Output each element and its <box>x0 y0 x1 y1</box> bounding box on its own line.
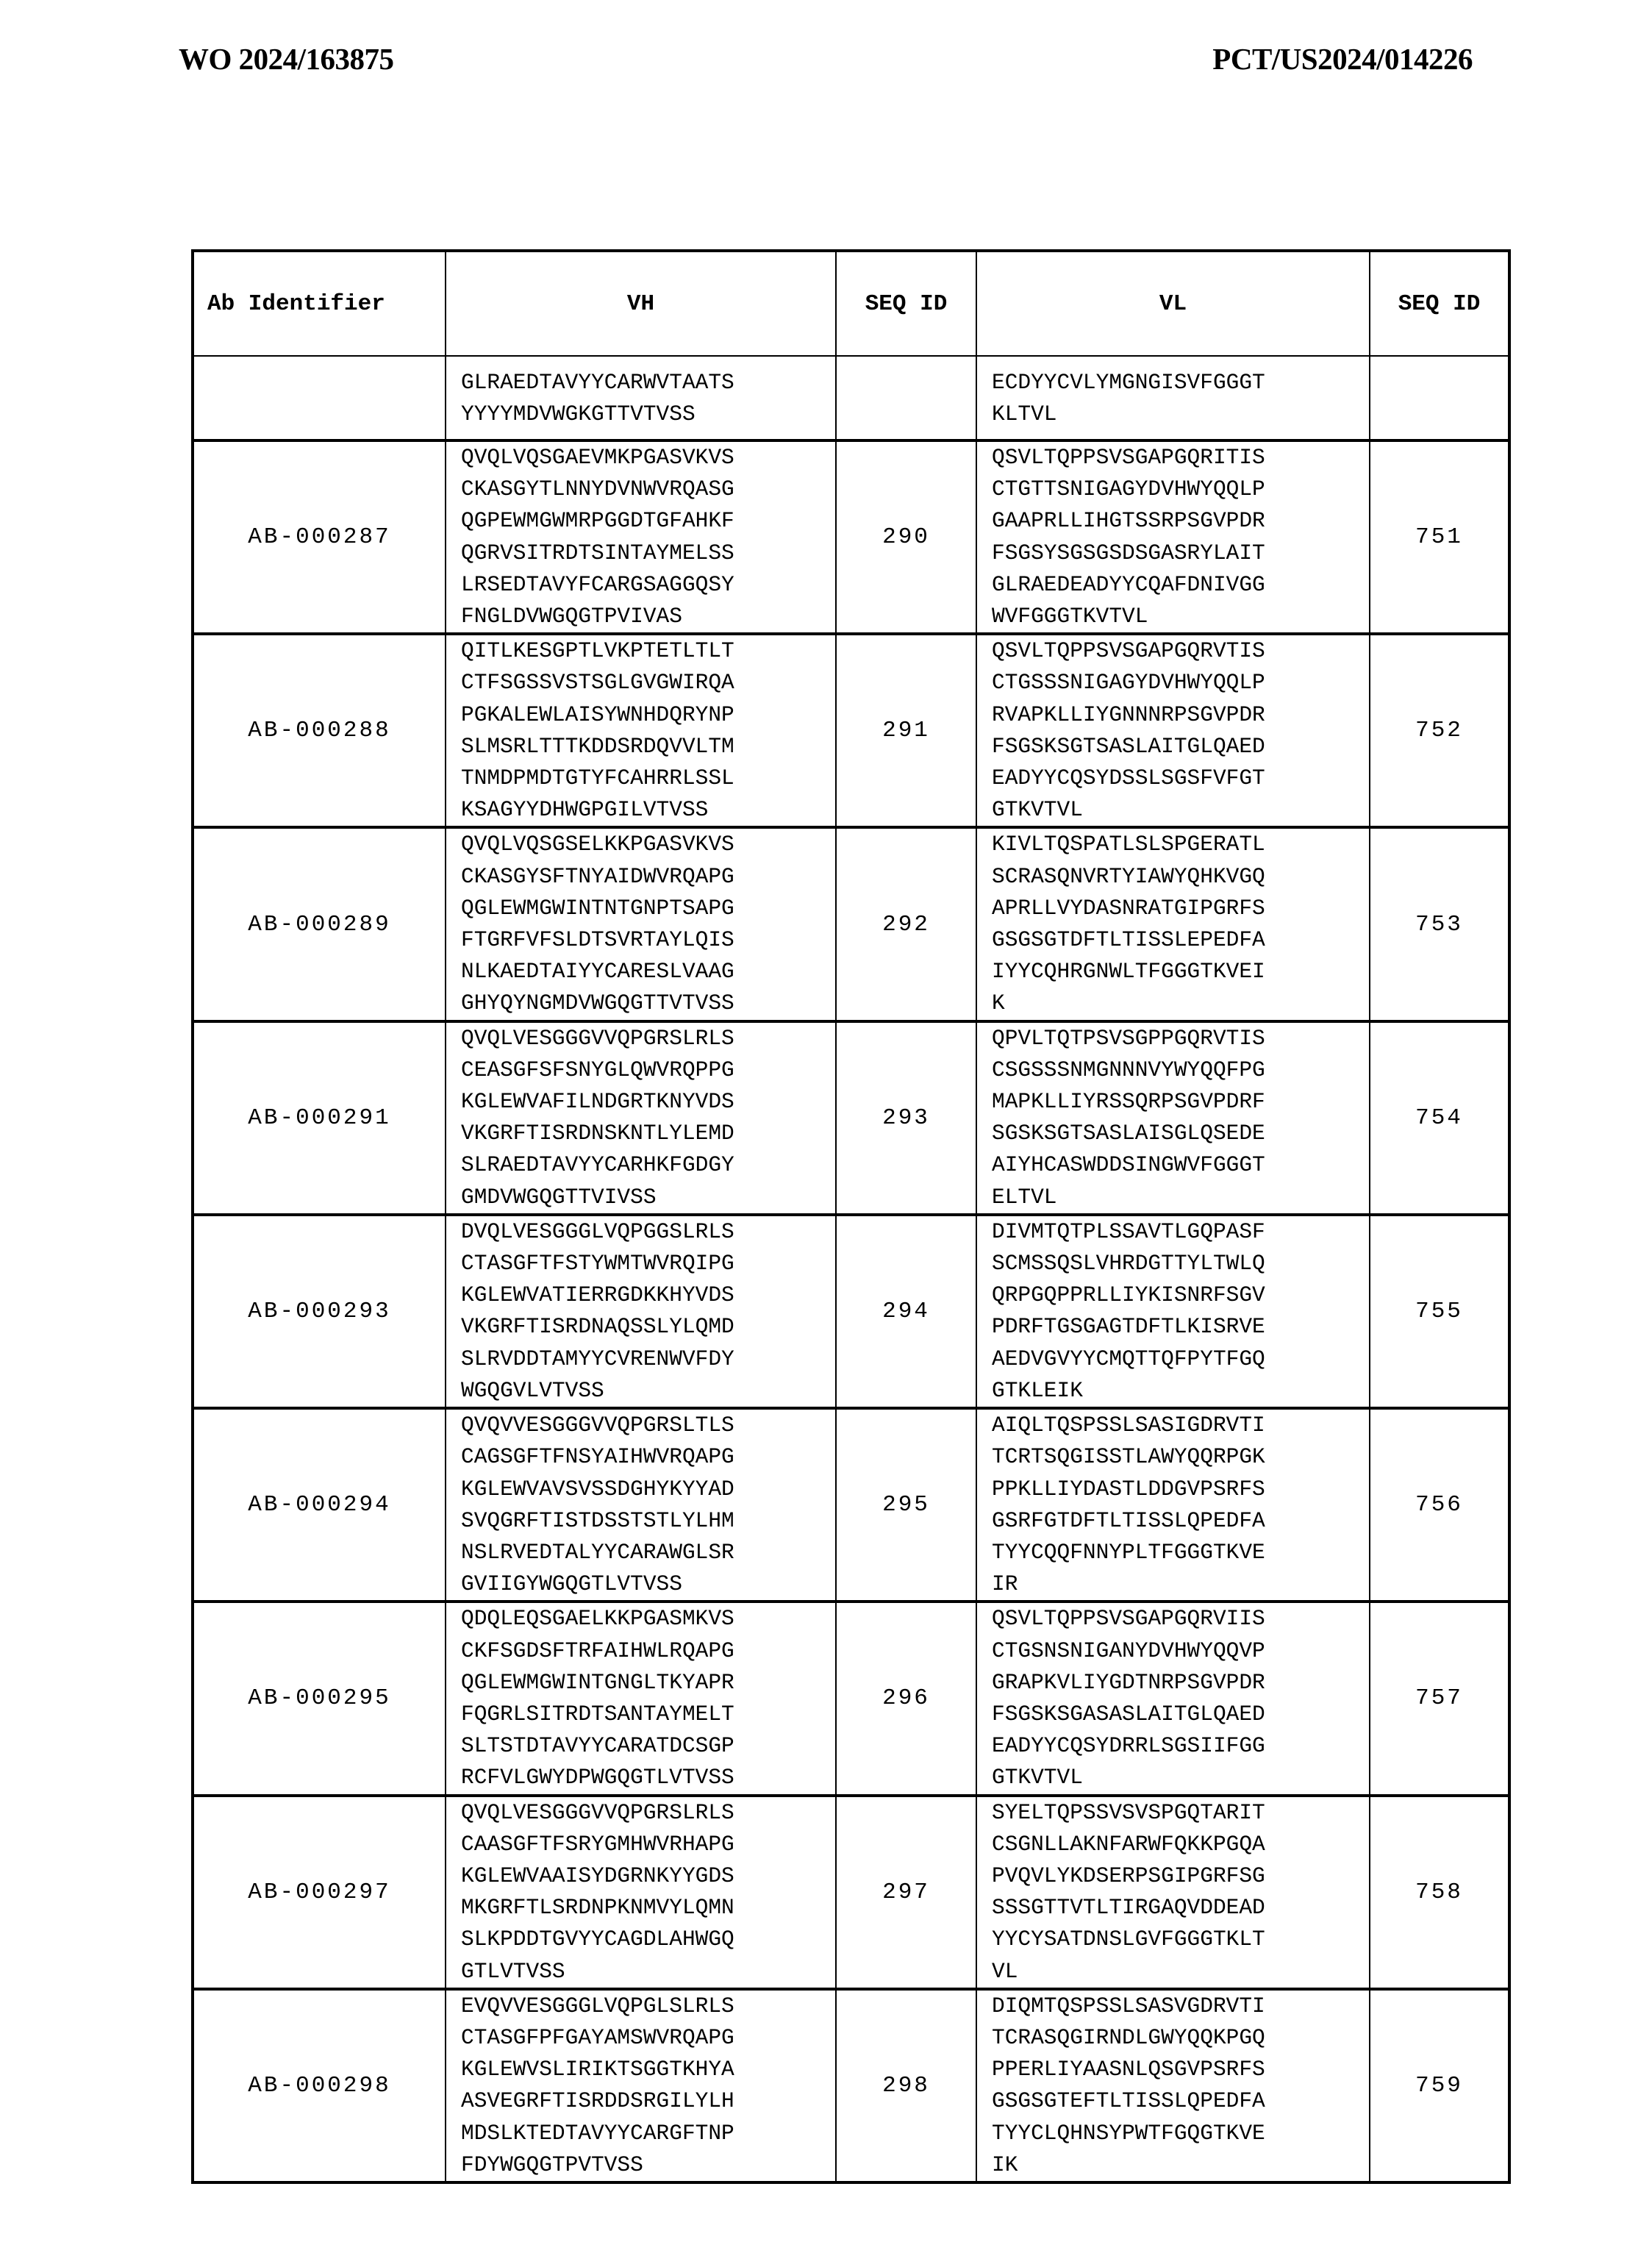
sequence-line: PVQVLYKDSERPSGIPGRFSG <box>992 1863 1265 1888</box>
vh-sequence-cell <box>446 827 836 1021</box>
sequence-line: QPVLTQTPSVSGPPGQRVTIS <box>992 1025 1265 1051</box>
sequence-line: CKFSGDSFTRFAIHWLRQAPG <box>461 1638 734 1663</box>
sequence-line: SVQGRFTISTDSSTSTLYLHM <box>461 1507 734 1533</box>
sequence-line: CAGSGFTFNSYAIHWVRQAPG <box>461 1444 734 1470</box>
sequence-line: GRAPKVLIYGDTNRPSGVPDR <box>992 1669 1265 1695</box>
sequence-line: MDSLKTEDTAVYYCARGFTNP <box>461 2120 734 2146</box>
sequence-line: SLRVDDTAMYYCVRENWVFDY <box>461 1346 734 1371</box>
sequence-line: SYELTQPSSVSVSPGQTARIT <box>992 1799 1265 1825</box>
table-row <box>193 634 1509 827</box>
sequence-line: KGLEWVAFILNDGRTKNYVDS <box>461 1089 734 1115</box>
sequence-line: GSGSGTEFTLTISSLQPEDFA <box>992 2088 1265 2114</box>
sequence-line: WGQGVLVTVSS <box>461 1377 604 1403</box>
vh-sequence-cell <box>446 1021 836 1215</box>
vl-sequence-cell <box>976 1408 1370 1602</box>
sequence-line: GSRFGTDFTLTISSLQPEDFA <box>992 1507 1265 1533</box>
sequence-line: CSGSSSNMGNNNVYWYQQFPG <box>992 1057 1265 1082</box>
vh-sequence-cell <box>446 1602 836 1795</box>
sequence-line: QGLEWMGWINTNTGNPTSAPG <box>461 895 734 921</box>
application-number: PCT/US2024/014226 <box>1212 42 1473 76</box>
vh-seq-id-cell: 298 <box>836 1989 976 2182</box>
sequence-line: SLTSTDTAVYYCARATDCSGP <box>461 1733 734 1759</box>
sequence-line: SLRAEDTAVYYCARHKFGDGY <box>461 1152 734 1178</box>
sequence-line: QVQLVESGGGVVQPGRSLRLS <box>461 1025 734 1051</box>
sequence-line: GLRAEDTAVYYCARWVTAATS <box>461 369 734 395</box>
sequence-line: FQGRLSITRDTSANTAYMELT <box>461 1701 734 1727</box>
sequence-line: IR <box>992 1571 1018 1597</box>
sequence-line: QVQLVQSGAEVMKPGASVKVS <box>461 445 734 470</box>
sequence-line: GTLVTVSS <box>461 1958 565 1984</box>
vl-seq-id-cell: 759 <box>1370 1989 1509 2182</box>
table-row-continued <box>193 356 1509 440</box>
sequence-line: SCMSSQSLVHRDGTTYLTWLQ <box>992 1251 1265 1277</box>
sequence-line: CTGSSSNIGAGYDVHWYQQLP <box>992 670 1265 696</box>
sequence-line: RCFVLGWYDPWGQGTLVTVSS <box>461 1765 734 1791</box>
vl-sequence-cell <box>976 356 1370 440</box>
ab-identifier-cell: AB-000293 <box>193 1215 446 1408</box>
vl-sequence-cell <box>976 1602 1370 1795</box>
sequence-line: TCRTSQGISSTLAWYQQRPGK <box>992 1444 1265 1470</box>
vl-seq-id-cell: 757 <box>1370 1602 1509 1795</box>
sequence-line: CAASGFTFSRYGMHWVRHAPG <box>461 1831 734 1857</box>
sequence-line: QGRVSITRDTSINTAYMELSS <box>461 540 734 565</box>
sequence-line: KSAGYYDHWGPGILVTVSS <box>461 797 709 823</box>
sequence-line: FTGRFVFSLDTSVRTAYLQIS <box>461 927 734 953</box>
sequence-line: FSGSKSGTSASLAITGLQAED <box>992 733 1265 759</box>
vh-sequence-cell <box>446 356 836 440</box>
vl-seq-id-cell: 755 <box>1370 1215 1509 1408</box>
sequence-line: SGSKSGTSASLAISGLQSEDE <box>992 1121 1265 1146</box>
sequence-line: CTGTTSNIGAGYDVHWYQQLP <box>992 476 1265 502</box>
vh-seq-id-cell: 293 <box>836 1021 976 1215</box>
vh-seq-id-cell: 297 <box>836 1796 976 1989</box>
sequence-line: MAPKLLIYRSSQRPSGVPDRF <box>992 1089 1265 1115</box>
ab-identifier-cell: AB-000287 <box>193 440 446 634</box>
sequence-line: QGPEWMGWMRPGGDTGFAHKF <box>461 508 734 534</box>
column-header-vh: VH <box>446 251 836 356</box>
ab-identifier-cell: AB-000294 <box>193 1408 446 1602</box>
sequence-line: QVQLVESGGGVVQPGRSLRLS <box>461 1799 734 1825</box>
sequence-line: KGLEWVAAISYDGRNKYYGDS <box>461 1863 734 1888</box>
sequence-line: KLTVL <box>992 401 1057 426</box>
publication-number: WO 2024/163875 <box>179 42 394 76</box>
sequence-line: CTGSNSNIGANYDVHWYQQVP <box>992 1638 1265 1663</box>
vl-sequence-cell <box>976 1021 1370 1215</box>
sequence-line: QSVLTQPPSVSGAPGQRVTIS <box>992 638 1265 664</box>
table-row <box>193 1796 1509 1989</box>
sequence-line: NLKAEDTAIYYCARESLVAAG <box>461 959 734 985</box>
sequence-line: VKGRFTISRDNAQSSLYLQMD <box>461 1314 734 1340</box>
sequence-line: CTFSGSSVSTSGLGVGWIRQA <box>461 670 734 696</box>
column-header-vl-seq-id: SEQ ID <box>1370 251 1509 356</box>
vh-seq-id-cell <box>836 356 976 440</box>
sequence-line: TYYCLQHNSYPWTFGQGTKVE <box>992 2120 1265 2146</box>
sequence-line: AIYHCASWDDSINGWVFGGGT <box>992 1152 1265 1178</box>
vh-sequence-cell <box>446 1796 836 1989</box>
sequence-line: QRPGQPPRLLIYKISNRFSGV <box>992 1282 1265 1308</box>
vh-sequence-cell <box>446 634 836 827</box>
sequence-line: CEASGFSFSNYGLQWVRQPPG <box>461 1057 734 1082</box>
column-header-vh-seq-id: SEQ ID <box>836 251 976 356</box>
antibody-sequence-table <box>191 249 1511 2184</box>
ab-identifier-cell: AB-000295 <box>193 1602 446 1795</box>
sequence-line: QDQLEQSGAELKKPGASMKVS <box>461 1606 734 1632</box>
table-row <box>193 1408 1509 1602</box>
sequence-line: GTKLEIK <box>992 1377 1083 1403</box>
sequence-line: PGKALEWLAISYWNHDQRYNP <box>461 701 734 727</box>
vl-seq-id-cell: 758 <box>1370 1796 1509 1989</box>
sequence-line: GHYQYNGMDVWGQGTTVTVSS <box>461 990 734 1016</box>
sequence-line: QSVLTQPPSVSGAPGQRITIS <box>992 445 1265 470</box>
sequence-line: TNMDPMDTGTYFCAHRRLSSL <box>461 765 734 791</box>
sequence-line: QVQLVQSGSELKKPGASVKVS <box>461 832 734 857</box>
sequence-line: YYCYSATDNSLGVFGGGTKLT <box>992 1927 1265 1952</box>
sequence-line: TYYCQQFNNYPLTFGGGTKVE <box>992 1539 1265 1565</box>
vh-sequence-cell <box>446 1989 836 2182</box>
table-header-row <box>193 251 1509 356</box>
sequence-line: GTKVTVL <box>992 1765 1083 1791</box>
vl-sequence-cell <box>976 1796 1370 1989</box>
sequence-line: KIVLTQSPATLSLSPGERATL <box>992 832 1265 857</box>
sequence-line: KGLEWVSLIRIKTSGGTKHYA <box>461 2057 734 2082</box>
sequence-line: ECDYYCVLYMGNGISVFGGGT <box>992 369 1265 395</box>
sequence-line: K <box>992 990 1005 1016</box>
sequence-line: QVQVVESGGGVVQPGRSLTLS <box>461 1413 734 1438</box>
vl-seq-id-cell <box>1370 356 1509 440</box>
sequence-line: CKASGYTLNNYDVNWVRQASG <box>461 476 734 502</box>
vh-sequence-cell <box>446 1215 836 1408</box>
ab-identifier-cell: AB-000288 <box>193 634 446 827</box>
sequence-line: SSSGTTVTLTIRGAQVDDEAD <box>992 1895 1265 1921</box>
table-row <box>193 1602 1509 1795</box>
vl-sequence-cell <box>976 440 1370 634</box>
sequence-line: AEDVGVYYCMQTTQFPYTFGQ <box>992 1346 1265 1371</box>
vl-sequence-cell <box>976 634 1370 827</box>
sequence-line: LRSEDTAVYFCARGSAGGQSY <box>461 571 734 597</box>
sequence-line: DIQMTQSPSSLSASVGDRVTI <box>992 1993 1265 2018</box>
sequence-line: DIVMTQTPLSSAVTLGQPASF <box>992 1218 1265 1244</box>
table-row <box>193 1989 1509 2182</box>
sequence-line: GLRAEDEADYYCQAFDNIVGG <box>992 571 1265 597</box>
ab-identifier-cell: AB-000297 <box>193 1796 446 1989</box>
sequence-line: GVIIGYWGQGTLVTVSS <box>461 1571 682 1597</box>
sequence-line: FSGSYSGSGSDSGASRYLAIT <box>992 540 1265 565</box>
sequence-line: IK <box>992 2152 1018 2177</box>
table-row <box>193 1021 1509 1215</box>
sequence-line: CSGNLLAKNFARWFQKKPGQA <box>992 1831 1265 1857</box>
vl-seq-id-cell: 754 <box>1370 1021 1509 1215</box>
sequence-line: MKGRFTLSRDNPKNMVYLQMN <box>461 1895 734 1921</box>
sequence-line: EADYYCQSYDRRLSGSIIFGG <box>992 1733 1265 1759</box>
table-row <box>193 440 1509 634</box>
sequence-line: GAAPRLLIHGTSSRPSGVPDR <box>992 508 1265 534</box>
vl-seq-id-cell: 751 <box>1370 440 1509 634</box>
sequence-line: FNGLDVWGQGTPVIVAS <box>461 604 682 629</box>
sequence-line: FSGSKSGASASLAITGLQAED <box>992 1701 1265 1727</box>
sequence-line: GSGSGTDFTLTISSLEPEDFA <box>992 927 1265 953</box>
vh-seq-id-cell: 295 <box>836 1408 976 1602</box>
sequence-line: GTKVTVL <box>992 797 1083 823</box>
sequence-line: DVQLVESGGGLVQPGGSLRLS <box>461 1218 734 1244</box>
sequence-line: PPKLLIYDASTLDDGVPSRFS <box>992 1476 1265 1502</box>
sequence-line: PPERLIYAASNLQSGVPSRFS <box>992 2057 1265 2082</box>
sequence-line: APRLLVYDASNRATGIPGRFS <box>992 895 1265 921</box>
sequence-line: GMDVWGQGTTVIVSS <box>461 1184 657 1210</box>
sequence-line: QGLEWMGWINTGNGLTKYAPR <box>461 1669 734 1695</box>
table-row <box>193 1215 1509 1408</box>
vh-seq-id-cell: 290 <box>836 440 976 634</box>
vl-seq-id-cell: 753 <box>1370 827 1509 1021</box>
sequence-line: AIQLTQSPSSLSASIGDRVTI <box>992 1413 1265 1438</box>
sequence-line: YYYYMDVWGKGTTVTVSS <box>461 401 696 426</box>
sequence-line: WVFGGGTKVTVL <box>992 604 1148 629</box>
sequence-line: KGLEWVATIERRGDKKHYVDS <box>461 1282 734 1308</box>
sequence-line: CTASGFPFGAYAMSWVRQAPG <box>461 2024 734 2050</box>
column-header-vl: VL <box>976 251 1370 356</box>
sequence-line: FDYWGQGTPVTVSS <box>461 2152 643 2177</box>
vl-sequence-cell <box>976 827 1370 1021</box>
vh-sequence-cell <box>446 1408 836 1602</box>
sequence-line: SLKPDDTGVYYCAGDLAHWGQ <box>461 1927 734 1952</box>
vh-seq-id-cell: 292 <box>836 827 976 1021</box>
sequence-line: QSVLTQPPSVSGAPGQRVIIS <box>992 1606 1265 1632</box>
sequence-line: NSLRVEDTALYYCARAWGLSR <box>461 1539 734 1565</box>
sequence-line: SLMSRLTTTKDDSRDQVVLTM <box>461 733 734 759</box>
sequence-line: IYYCQHRGNWLTFGGGTKVEI <box>992 959 1265 985</box>
sequence-line: CKASGYSFTNYAIDWVRQAPG <box>461 863 734 889</box>
sequence-line: PDRFTGSGAGTDFTLKISRVE <box>992 1314 1265 1340</box>
sequence-line: CTASGFTFSTYWMTWVRQIPG <box>461 1251 734 1277</box>
vl-seq-id-cell: 752 <box>1370 634 1509 827</box>
sequence-line: VKGRFTISRDNSKNTLYLEMD <box>461 1121 734 1146</box>
vl-seq-id-cell: 756 <box>1370 1408 1509 1602</box>
sequence-line: VL <box>992 1958 1018 1984</box>
ab-identifier-cell <box>193 356 446 440</box>
sequence-line: RVAPKLLIYGNNNRPSGVPDR <box>992 701 1265 727</box>
vl-sequence-cell <box>976 1989 1370 2182</box>
vh-sequence-cell <box>446 440 836 634</box>
vh-seq-id-cell: 294 <box>836 1215 976 1408</box>
sequence-line: TCRASQGIRNDLGWYQQKPGQ <box>992 2024 1265 2050</box>
sequence-line: QITLKESGPTLVKPTETLTLT <box>461 638 734 664</box>
vh-seq-id-cell: 291 <box>836 634 976 827</box>
ab-identifier-cell: AB-000291 <box>193 1021 446 1215</box>
vl-sequence-cell <box>976 1215 1370 1408</box>
ab-identifier-cell: AB-000289 <box>193 827 446 1021</box>
sequence-line: EVQVVESGGGLVQPGLSLRLS <box>461 1993 734 2018</box>
table-row <box>193 827 1509 1021</box>
sequence-line: ELTVL <box>992 1184 1057 1210</box>
sequence-line: KGLEWVAVSVSSDGHYKYYAD <box>461 1476 734 1502</box>
ab-identifier-cell: AB-000298 <box>193 1989 446 2182</box>
sequence-line: SCRASQNVRTYIAWYQHKVGQ <box>992 863 1265 889</box>
column-header-ab-identifier: Ab Identifier <box>193 251 446 356</box>
vh-seq-id-cell: 296 <box>836 1602 976 1795</box>
sequence-line: EADYYCQSYDSSLSGSFVFGT <box>992 765 1265 791</box>
sequence-line: ASVEGRFTISRDDSRGILYLH <box>461 2088 734 2114</box>
